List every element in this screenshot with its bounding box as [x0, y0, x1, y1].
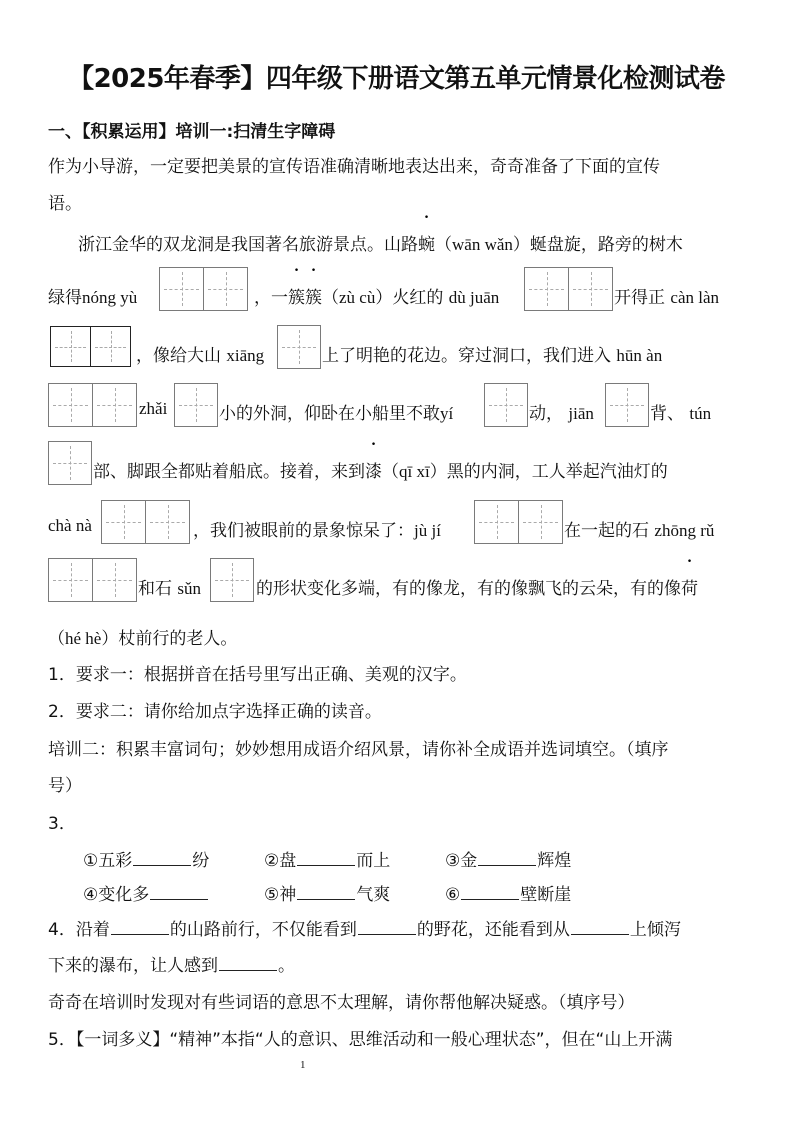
question-2: 2．要求二：请你给加点字选择正确的读音。	[48, 702, 382, 722]
intro-line-1: 作为小导游，一定要把美景的宣传语准确清晰地表达出来，奇奇准备了下面的宣传	[48, 157, 660, 177]
q4-blank-4[interactable]	[219, 956, 277, 971]
question-3: 3．	[48, 814, 76, 834]
answer-box-chana[interactable]	[101, 500, 190, 544]
idiom-4: ④变化多	[83, 880, 209, 905]
answer-box-zhai[interactable]	[174, 383, 218, 427]
training-2-line-1: 培训二：积累丰富词句；妙妙想用成语介绍风景，请你补全成语并选词填空。（填序	[48, 740, 669, 760]
pinyin-options: （wān wǎn）	[435, 235, 530, 254]
dotted-char: 荷	[681, 579, 698, 599]
answer-box-juji[interactable]	[474, 500, 563, 544]
q4-blank-1[interactable]	[111, 920, 169, 935]
passage-line-8: （hé hè）杖前行的老人。	[48, 629, 238, 649]
passage-line-3-start: ，像给大山 xiāng	[136, 346, 265, 366]
answer-box-hunan[interactable]	[48, 383, 137, 427]
q4-blank-3[interactable]	[571, 920, 629, 935]
answer-box-jian[interactable]	[605, 383, 649, 427]
answer-box-yi[interactable]	[484, 383, 528, 427]
answer-box-dujuan[interactable]	[524, 267, 613, 311]
dotted-char: 漆	[365, 462, 382, 482]
idiom-blank[interactable]	[478, 851, 536, 866]
passage-line-5: 部、脚跟全都贴着船底。接着，来到漆（qī xī）黑的内洞，工人举起汽油灯的	[93, 457, 668, 482]
q4-blank-2[interactable]	[358, 920, 416, 935]
question-4-line-1: 4．沿着 的山路前行，不仅能看到 的野花，还能看到从 上倾泻	[48, 920, 681, 940]
answer-box-canlan[interactable]	[50, 326, 131, 367]
passage-line-4-mid2: 动， jiān	[529, 404, 594, 424]
training-3: 奇奇在培训时发现对有些词语的意思不太理解，请你帮他解决疑惑。（填序号）	[48, 993, 635, 1013]
answer-box-zhongru[interactable]	[48, 558, 137, 602]
passage-line-1: 浙江金华的双龙洞是我国著名旅游景点。山路蜿（wān wǎn）蜒盘旋，路旁的树木	[78, 230, 683, 255]
idiom-blank[interactable]	[150, 885, 208, 900]
passage-line-7-start: 和石 sǔn	[138, 579, 202, 599]
passage-line-4-mid: 小的外洞，仰卧在小船里不敢yí	[219, 404, 454, 424]
passage-line-7-end: 的形状变化多端，有的像龙，有的像飘飞的云朵，有的像荷	[256, 574, 698, 599]
answer-box-xiang[interactable]	[277, 325, 321, 369]
idiom-2: ②盘 而上	[264, 851, 391, 871]
dotted-char: 簇	[288, 288, 305, 308]
passage-line-6-start: chà nà	[48, 516, 92, 535]
idiom-blank[interactable]	[461, 885, 519, 900]
passage-line-2-end: 开得正 càn làn	[614, 288, 720, 308]
question-4-line-2: 下来的瀑布，让人感到 。	[48, 956, 295, 976]
answer-box-tun[interactable]	[48, 441, 92, 485]
passage-line-4-start: zhǎi	[139, 399, 168, 418]
page-title: 【2025年春季】四年级下册语文第五单元情景化检测试卷	[68, 64, 725, 94]
idiom-5: ⑤神 气爽	[264, 885, 391, 905]
passage-line-6-mid: ，我们被眼前的景象惊呆了：jù jí	[193, 521, 441, 541]
idiom-1: ①五彩 纷	[83, 851, 210, 871]
answer-box-sun[interactable]	[210, 558, 254, 602]
section-heading: 一、【积累运用】培训一:扫清生字障碍	[48, 122, 336, 142]
dotted-char: 蜿	[418, 235, 435, 255]
question-1: 1．要求一：根据拼音在括号里写出正确、美观的汉字。	[48, 665, 467, 685]
training-2-line-2: 号）	[48, 776, 82, 796]
page-number: 1	[300, 1059, 306, 1071]
idiom-3: ③金 辉煌	[445, 851, 572, 871]
passage-line-2-mid: ，一簇簇（zù cù）火红的 dù juān	[254, 283, 499, 308]
idiom-blank[interactable]	[133, 851, 191, 866]
idiom-blank[interactable]	[297, 851, 355, 866]
passage-line-2-start: 绿得nóng yù	[48, 288, 138, 308]
passage-line-4-end: 背、 tún	[650, 404, 712, 424]
answer-box-nongyu[interactable]	[159, 267, 248, 311]
intro-line-2: 语。	[48, 194, 82, 214]
passage-line-6-end: 在一起的石 zhōng rǔ	[564, 521, 715, 541]
dotted-char: 簇	[305, 288, 322, 308]
idiom-blank[interactable]	[297, 885, 355, 900]
idiom-6: ⑥ 壁断崖	[445, 885, 572, 905]
question-5: 5．【一词多义】“精神”本指“人的意识、思维活动和一般心理状态”，但在“山上开满	[48, 1030, 673, 1050]
passage-line-3-end: 上了明艳的花边。穿过洞口，我们进入 hūn àn	[322, 346, 663, 366]
